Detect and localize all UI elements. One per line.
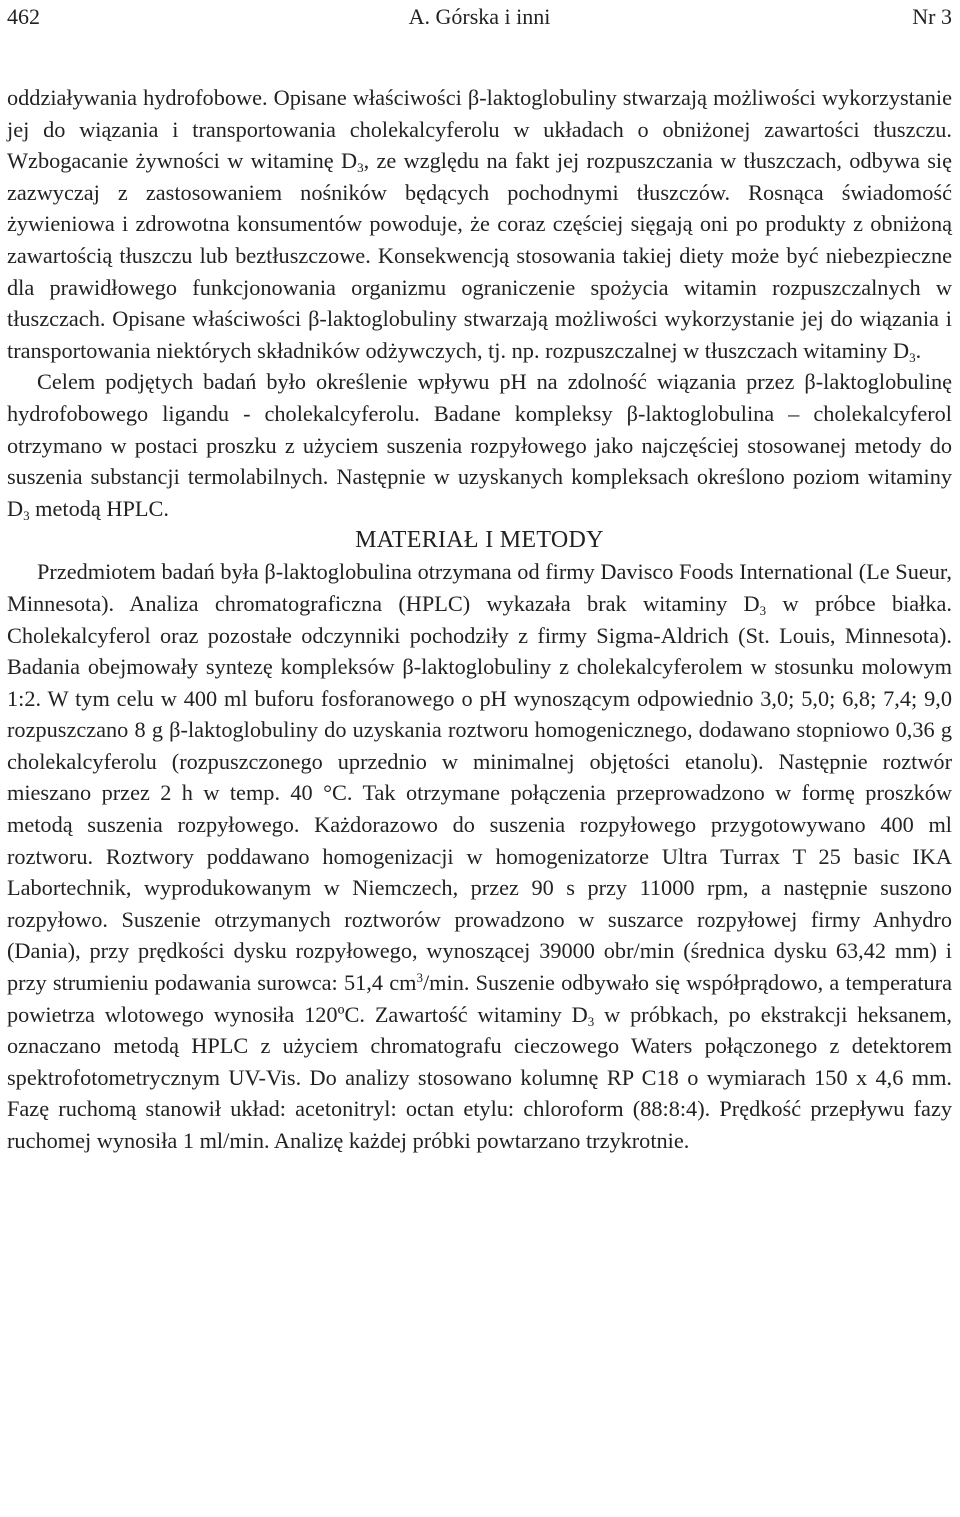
text-run: . — [915, 337, 922, 363]
intro-paragraph-2 — [7, 366, 952, 524]
methods-paragraph — [7, 556, 952, 1156]
issue-number: Nr 3 — [912, 4, 952, 29]
text-run: oddziaływania hydrofobowe. Opisane właściwości β-laktoglobuliny stwarzają możliwości wykorzystanie jej do wiązania i transportowania cholekalcyferolu w układach o obniżonej zawartości tłuszczu. Wzbogacanie żywności w witaminę D — [7, 85, 952, 174]
subscript-3: 3 — [587, 1013, 595, 1029]
subscript-3: 3 — [759, 602, 767, 618]
section-heading: MATERIAŁ I METODY — [355, 527, 604, 554]
running-header — [7, 2, 952, 32]
text-run: metodą HPLC. — [29, 495, 169, 521]
running-authors: A. Górska i inni — [408, 4, 551, 29]
intro-paragraph-1 — [7, 82, 952, 366]
subscript-3: 3 — [23, 507, 30, 523]
superscript-3: 3 — [416, 970, 423, 986]
text-run: Przedmiotem badań była β-laktoglobulina otrzymana od firmy Davisco Foods International (Le Sueur, Minnesota). Analiza chromatograficzna (HPLC) wykazała brak witaminy D — [7, 559, 952, 616]
text-run: Celem podjętych badań było określenie wpływu pH na zdolność wiązania przez β-laktoglobulinę hydrofobowego ligandu - cholekalcyferolu. Badane kompleksy β-laktoglobulina – cholekalcyferol otrzymano w postaci proszku z użyciem suszenia rozpyłowego jako najczęściej stosowanej metody do suszenia substancji termolabilnych. Następnie w uzyskanych kompleksach określono poziom witaminy D — [7, 369, 952, 521]
text-run: , ze względu na fakt jej rozpuszczania w tłuszczach, odbywa się zazwyczaj z zastosowaniem nośników będących pochodnymi tłuszczów. Rosnąca świadomość żywieniowa i zdrowotna konsumentów powoduje, że coraz częściej sięgają oni po produkty z obniżoną zawartością tłuszczu lub beztłuszczowe. Konsekwencją stosowania takiej diety może być niebezpieczne dla prawidłowego funkcjonowania organizmu ograniczenie spożycia witamin rozpuszczalnych w tłuszczach. Opisane właściwości β-laktoglobuliny stwarzają możliwości wykorzystanie jej do wiązania i transportowania niektórych składników odżywczych, tj. np. rozpuszczalnej w tłuszczach witaminy D — [7, 148, 952, 363]
subscript-3: 3 — [357, 160, 364, 176]
page-number: 462 — [7, 4, 40, 29]
body-text — [7, 82, 952, 1157]
text-run: w próbce białka. Cholekalcyferol oraz pozostałe odczynniki pochodziły z firmy Sigma-Aldrich (St. Louis, Minnesota). Badania obejmowały syntezę kompleksów β-laktoglobuliny z cholekalcyferolem w stosunku molowym 1:2. W tym celu w 400 ml buforu fosforanowego o pH wynoszącym odpowiednio 3,0; 5,0; 6,8; 7,4; 9,0 rozpuszczano 8 g β-laktoglobuliny do uzyskania roztworu homogenicznego, dodawano stopniowo 0,36 g cholekalcyferolu (rozpuszczonego uprzednio w minimalnej objętości etanolu). Następnie roztwór mieszano przez 2 h w temp. 40 °C. Tak otrzymane połączenia przeprowadzono w formę proszków metodą suszenia rozpyłowego. Każdorazowo do suszenia rozpyłowego przygotowywano 400 ml roztworu. Roztwory poddawano homogenizacji w homogenizatorze Ultra Turrax T 25 basic IKA Labortechnik, wyprodukowanym w Niemczech, przez 90 s przy 11000 rpm, a następnie suszono rozpyłowo. Suszenie otrzymanych roztworów prowadzono w suszarce rozpyłowej firmy Anhydro (Dania), przy prędkości dysku rozpyłowego, wynoszącej 39000 obr/min (średnica dysku 63,42 mm) i przy strumieniu podawania surowca: 51,4 cm — [7, 590, 952, 996]
text-run: /min. Suszenie odbywało się współprądowo, a temperatura powietrza wlotowego wynosiła 120ºC. Zawartość witaminy D — [7, 970, 952, 1027]
subscript-3: 3 — [909, 349, 916, 365]
text-run: w próbkach, po ekstrakcji heksanem, oznaczano metodą HPLC z użyciem chromatografu cieczowego Waters połączonego z detektorem spektrofotometrycznym UV-Vis. Do analizy stosowano kolumnę RP C18 o wymiarach 150 x 4,6 mm. Fazę ruchomą stanowił układ: acetonitryl: octan etylu: chloroform (88:8:4). Prędkość przepływu fazy ruchomej wynosiła 1 ml/min. Analizę każdej próbki powtarzano trzykrotnie. — [7, 1001, 952, 1153]
